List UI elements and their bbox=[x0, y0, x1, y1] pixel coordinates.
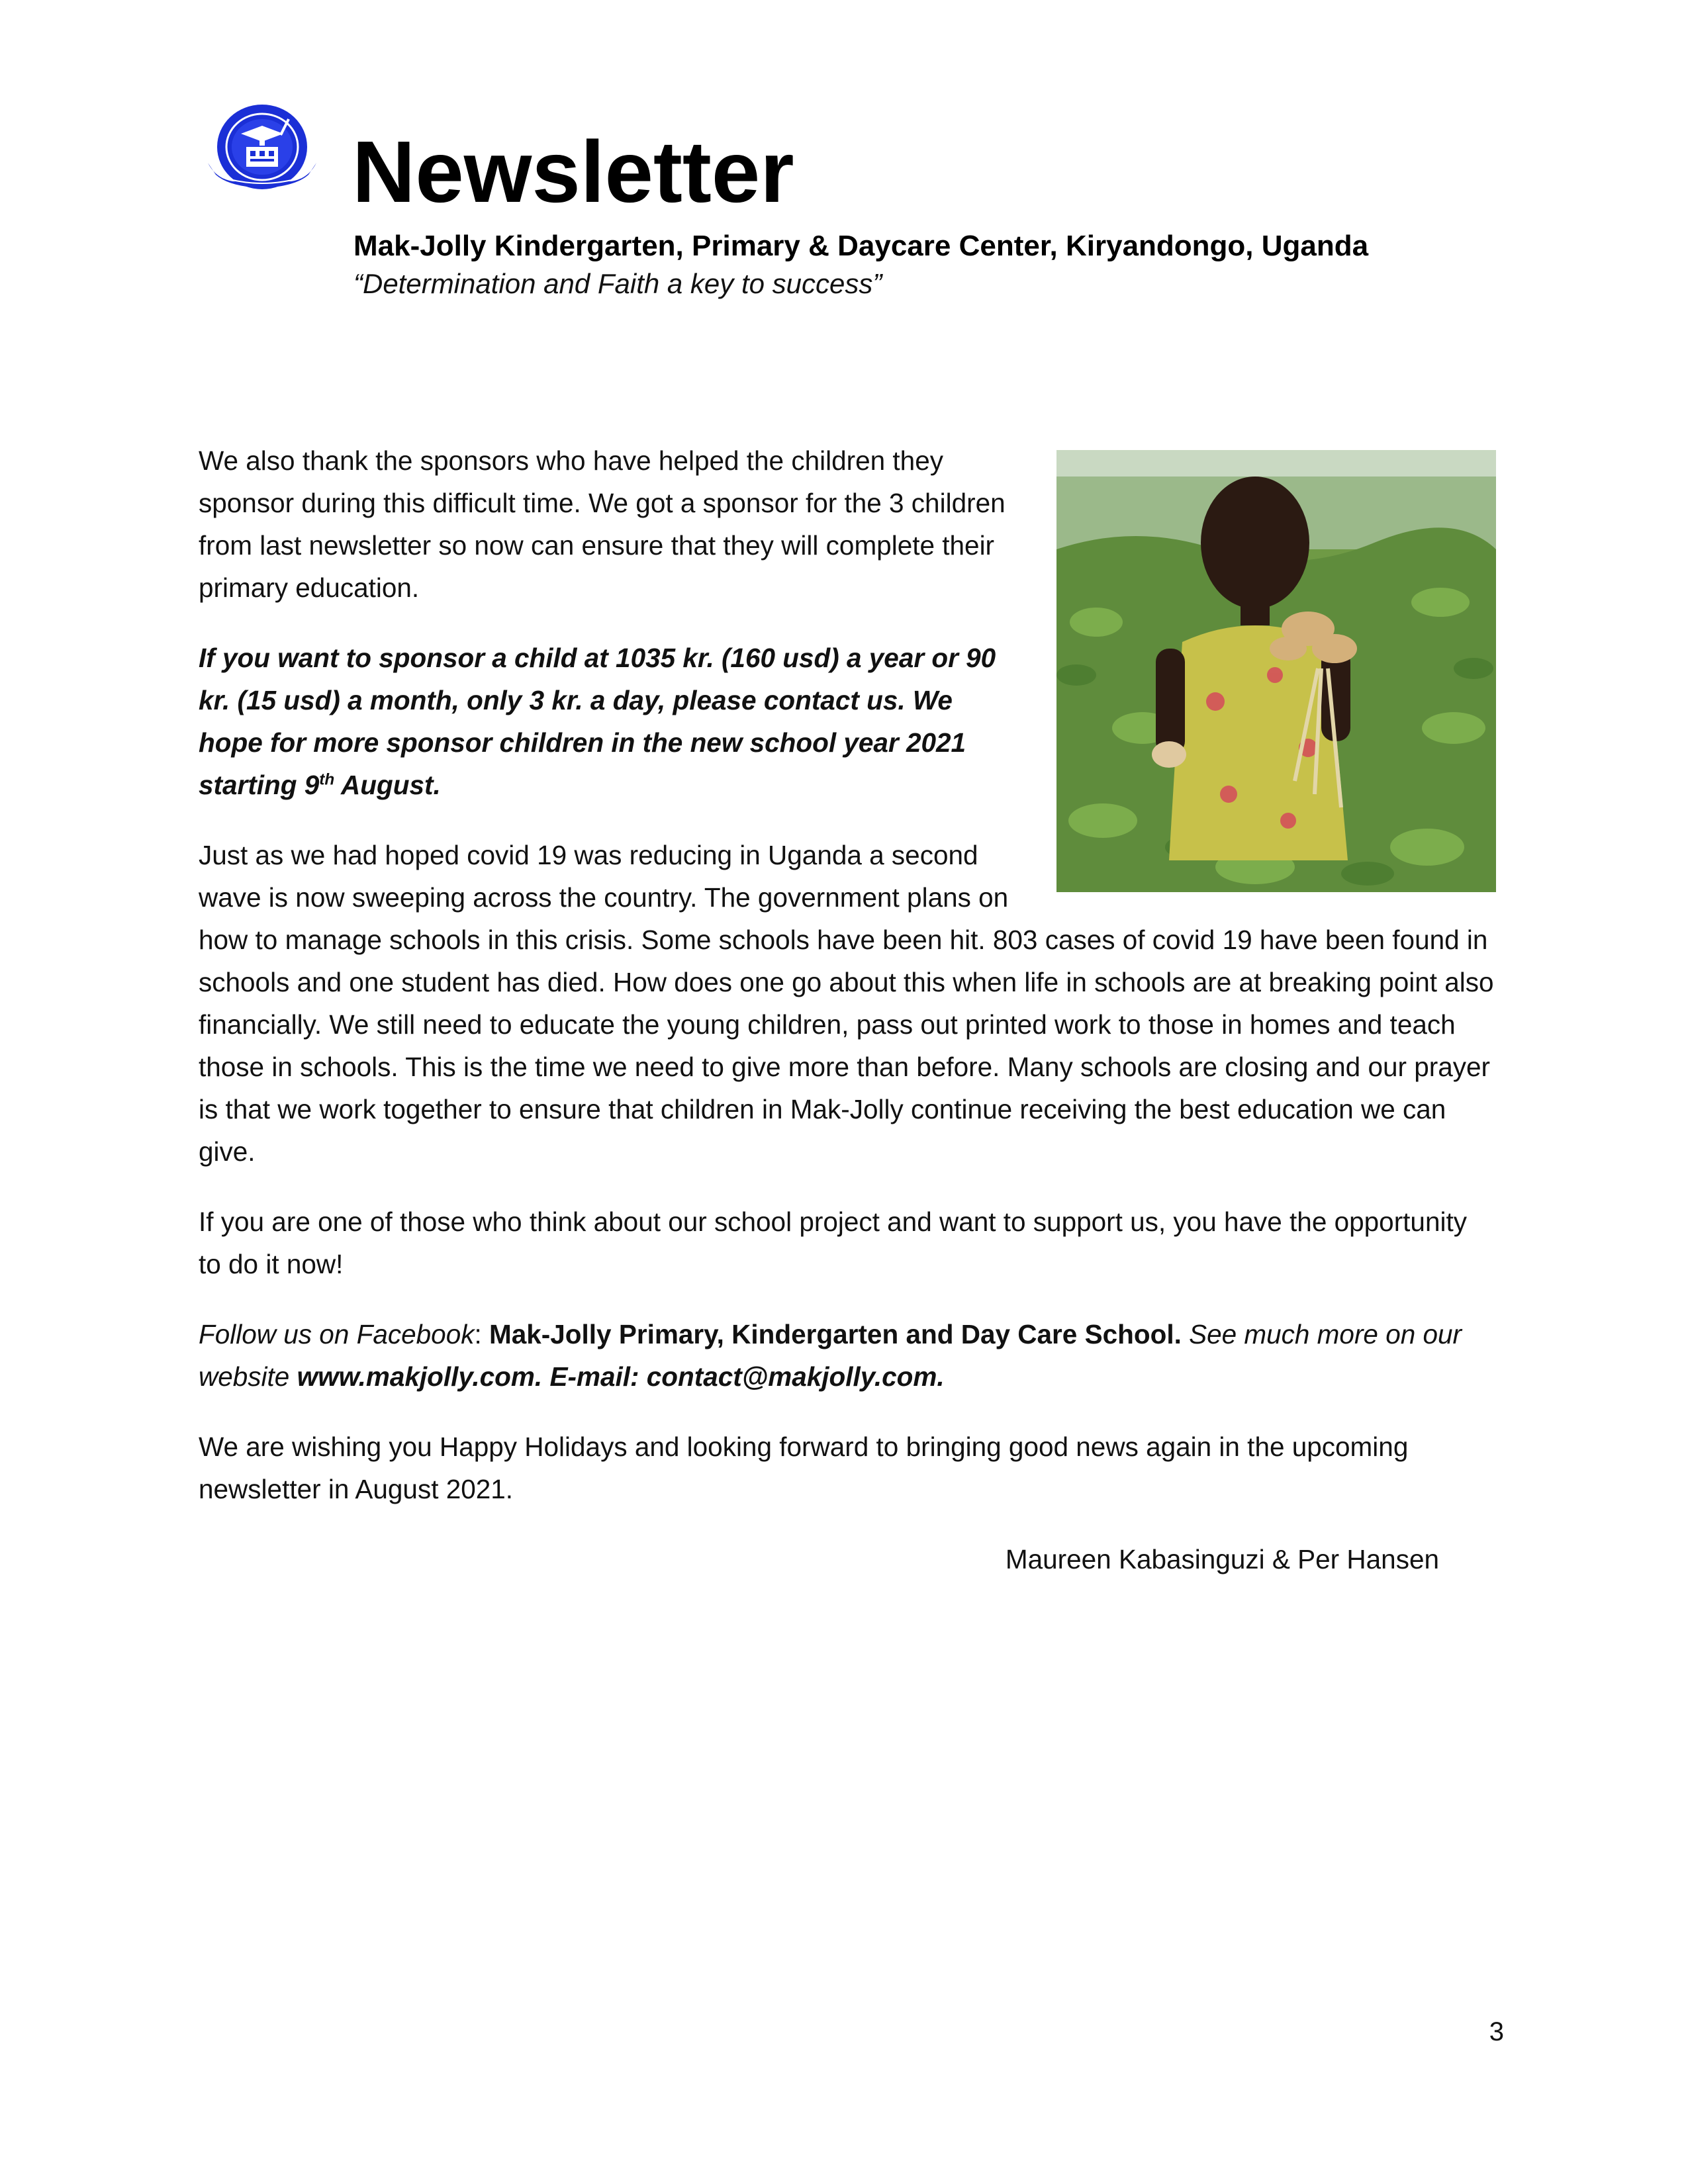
page-number: 3 bbox=[1489, 2017, 1504, 2046]
website-link[interactable]: www.makjolly.com. bbox=[297, 1361, 543, 1392]
school-motto: “Determination and Faith a key to success” bbox=[353, 268, 882, 299]
contact-paragraph bbox=[199, 1313, 1496, 1398]
child-with-groundnuts-photo bbox=[1056, 450, 1496, 892]
signature: Maureen Kabasinguzi & Per Hansen bbox=[1005, 1544, 1439, 1574]
facebook-page-name: Mak-Jolly Primary, Kindergarten and Day Care School. bbox=[489, 1319, 1182, 1349]
newsletter-title: Newsletter bbox=[352, 123, 794, 220]
sponsor-appeal-end: August. bbox=[334, 770, 441, 800]
support-paragraph: If you are one of those who think about our school project and want to support us, you have the opportunity to do it now! bbox=[199, 1206, 1467, 1279]
ordinal-suffix: th bbox=[319, 770, 335, 789]
email-link[interactable]: E-mail: contact@makjolly.com. bbox=[542, 1361, 945, 1392]
covid-paragraph: Just as we had hoped covid 19 was reducing in Uganda a second wave is now sweeping across the country. The government plans on how to manage schools in this crisis. Some schools have been hit. 803 cases of covid 19 have been found in schools and one student has died. How does one go about this when life in schools are at breaking point also financially. We still need to educate the young children, pass out printed work to those in homes and teach those in schools. This is the time we need to give more than before. Many schools are closing and our prayer is that we work together to ensure that children in Mak-Jolly continue receiving the best education we can give. bbox=[199, 840, 1494, 1167]
school-logo-icon bbox=[196, 99, 328, 199]
sponsor-appeal-text: If you want to sponsor a child at 1035 kr. (160 usd) a year or 90 kr. (15 usd) a month, only 3 kr. a day, please contact us. We hope for more sponsor children in the new school year 2021 starting 9 bbox=[199, 643, 996, 800]
school-name-subtitle: Mak-Jolly Kindergarten, Primary & Daycare Center, Kiryandongo, Uganda bbox=[353, 230, 1369, 262]
follow-separator: : bbox=[474, 1319, 489, 1349]
holiday-greeting-paragraph: We are wishing you Happy Holidays and looking forward to bringing good news again in the upcoming newsletter in August 2021. bbox=[199, 1432, 1409, 1504]
see-more-text: See much more on our website bbox=[199, 1319, 1462, 1392]
thanks-paragraph: We also thank the sponsors who have helped the children they sponsor during this difficult time. We got a sponsor for the 3 children from last newsletter so now can ensure that they will complete their primary education. bbox=[199, 445, 1006, 603]
follow-label: Follow us on Facebook bbox=[199, 1319, 475, 1349]
newsletter-body bbox=[199, 439, 1496, 1608]
